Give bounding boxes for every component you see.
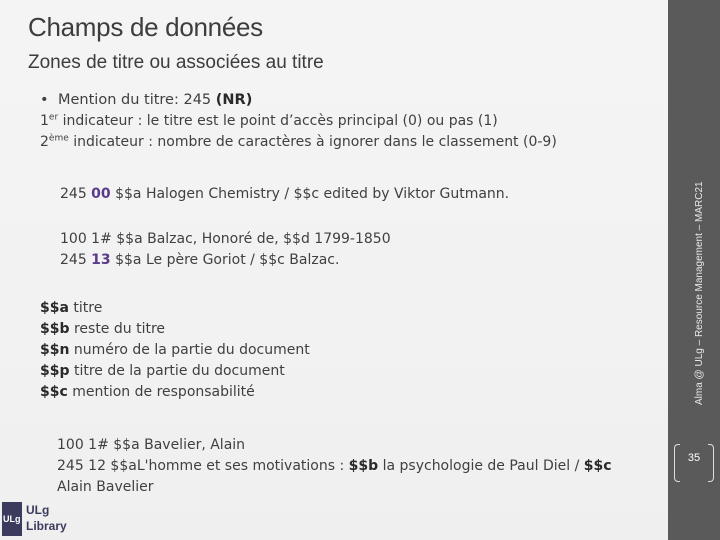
subfield-code: $$n <box>40 342 70 358</box>
example-1-tag: 245 <box>60 186 92 202</box>
subfield-desc: numéro de la partie du document <box>69 342 310 358</box>
subfield-code: $$c <box>40 384 68 400</box>
example-1-indicators: 00 <box>91 186 111 202</box>
example-2-indicators: 13 <box>91 252 111 268</box>
logo-mark-text: ULg <box>3 514 21 524</box>
example-3 <box>57 435 612 498</box>
page-number-box <box>670 438 718 490</box>
example-2-tag: 245 <box>60 252 92 268</box>
logo-text <box>26 502 67 534</box>
logo-mark <box>2 502 22 536</box>
bullet-highlight: (NR) <box>215 92 253 108</box>
bullet-icon: • <box>40 92 49 108</box>
subfield-item <box>40 361 310 382</box>
indicator-2-sup: ème <box>48 133 69 144</box>
subfield-item <box>40 319 310 340</box>
example-3-line-1: 100 1# $$a Bavelier, Alain <box>57 437 246 453</box>
example-2-line-2 <box>60 250 391 271</box>
slide-title: Champs de données <box>28 12 263 42</box>
example-3-code-c: $$c <box>583 458 612 474</box>
logo-line-2: Library <box>26 519 67 533</box>
example-3-code-b: $$b <box>348 458 379 474</box>
subfield-code: $$p <box>40 363 70 379</box>
subfield-desc: reste du titre <box>69 321 166 337</box>
slide-subtitle: Zones de titre ou associées au titre <box>28 52 324 73</box>
indicator-1-num: 1 <box>40 113 49 129</box>
example-3-part-c: la psychologie de Paul Diel / <box>378 458 584 474</box>
indicator-1-text: indicateur : le titre est le point d’accès principal (0) ou pas (1) <box>58 113 498 129</box>
subfield-item <box>40 298 310 319</box>
bullet-title-field <box>40 90 660 111</box>
example-2-line-1: 100 1# $$a Balzac, Honoré de, $$d 1799-1850 <box>60 231 391 247</box>
example-3-line-2 <box>57 456 612 477</box>
subfield-list <box>40 298 310 403</box>
page-number: 35 <box>687 452 701 464</box>
indicator-1-sup: er <box>48 112 59 123</box>
subfield-desc: mention de responsabilité <box>67 384 255 400</box>
sidebar-footer-text: Alma @ ULg – Resource Management – MARC21 <box>694 181 705 405</box>
example-2 <box>60 229 391 271</box>
example-3-line-3: Alain Bavelier <box>57 479 154 495</box>
example-1 <box>60 184 509 205</box>
example-1-rest: $$a Halogen Chemistry / $$c edited by Viktor Gutmann. <box>110 186 510 202</box>
subfield-code: $$a <box>40 300 69 316</box>
slide-body <box>40 90 660 495</box>
indicator-1 <box>40 111 660 132</box>
ulg-library-logo <box>0 498 72 540</box>
indicator-2-num: 2 <box>40 134 49 150</box>
bullet-text: Mention du titre: 245 <box>58 92 216 108</box>
indicator-2 <box>40 132 660 153</box>
example-2-rest: $$a Le père Goriot / $$c Balzac. <box>110 252 340 268</box>
subfield-desc: titre de la partie du document <box>69 363 285 379</box>
subfield-item <box>40 382 310 403</box>
subfield-item <box>40 340 310 361</box>
example-3-part-a: 245 12 $$aL'homme et ses motivations : <box>57 458 349 474</box>
indicator-2-text: indicateur : nombre de caractères à ignorer dans le classement (0-9) <box>68 134 557 150</box>
logo-line-1: ULg <box>26 503 50 517</box>
subfield-desc: titre <box>68 300 103 316</box>
subfield-code: $$b <box>40 321 70 337</box>
